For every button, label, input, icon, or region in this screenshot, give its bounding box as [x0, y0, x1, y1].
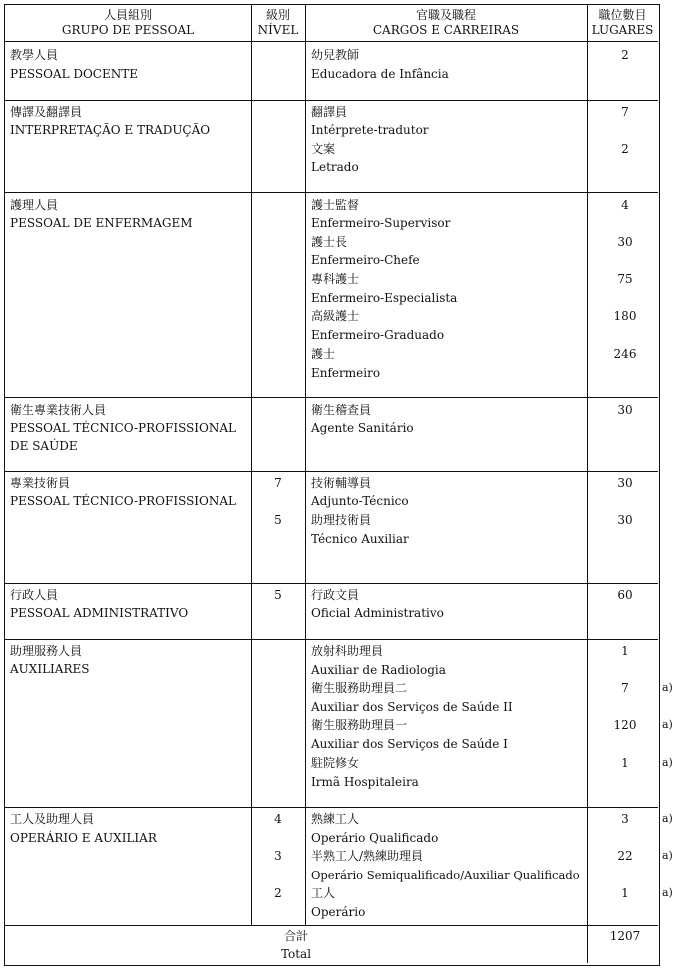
- header-places-pt: LUGARES: [591, 23, 654, 37]
- career-pt: Enfermeiro-Graduado: [311, 328, 445, 342]
- group-name-zh: 教學人員: [10, 48, 59, 62]
- career-pt: Enfermeiro-Especialista: [311, 291, 458, 305]
- group-name-zh: 專業技術員: [10, 476, 71, 490]
- career-pt: Irmã Hospitaleira: [311, 775, 419, 789]
- row-rule: [5, 639, 658, 640]
- places-value: 120: [613, 718, 637, 732]
- footnote-marker: a): [662, 718, 673, 731]
- career-pt: Adjunto-Técnico: [311, 494, 409, 508]
- group-name-pt: PESSOAL ADMINISTRATIVO: [10, 606, 189, 620]
- group-name-zh: 行政人員: [10, 588, 59, 602]
- career-zh: 衛生服務助理員一: [311, 718, 408, 732]
- total-label-zh: 合計: [283, 929, 308, 943]
- career-pt: Auxiliar dos Serviços de Saúde I: [311, 737, 508, 751]
- group-name-zh: 工人及助理人員: [10, 812, 95, 826]
- career-zh: 放射科助理員: [311, 644, 384, 658]
- career-zh: 工人: [311, 886, 336, 900]
- career-pt: Intérprete-tradutor: [311, 123, 429, 137]
- career-zh: 技術輔導員: [311, 476, 372, 490]
- row-rule: [5, 807, 658, 808]
- row-rule: [5, 192, 658, 193]
- career-pt: Letrado: [311, 160, 359, 174]
- group-name-pt: PESSOAL TÉCNICO-PROFISSIONAL: [10, 421, 237, 435]
- header-places-zh: 職位數目: [598, 8, 647, 22]
- group-name-pt: PESSOAL DE ENFERMAGEM: [10, 216, 193, 230]
- career-zh: 護士: [311, 347, 336, 361]
- group-name-zh: 助理服務人員: [10, 644, 83, 658]
- career-zh: 翻譯員: [311, 105, 348, 119]
- level-value: 7: [274, 476, 282, 490]
- career-zh: 衛生服務助理員二: [311, 681, 408, 695]
- level-value: 2: [274, 886, 282, 900]
- career-pt: Enfermeiro-Supervisor: [311, 216, 451, 230]
- career-pt: Auxiliar de Radiologia: [311, 663, 446, 677]
- career-zh: 文案: [311, 142, 336, 156]
- career-zh: 熟練工人: [311, 812, 360, 826]
- places-value: 1: [621, 886, 629, 900]
- col-rule-2: [305, 5, 306, 925]
- row-rule: [5, 100, 658, 101]
- career-zh: 護士長: [311, 235, 348, 249]
- header-rule: [5, 41, 658, 42]
- personnel-table: [4, 4, 673, 966]
- group-name-pt: OPERÁRIO E AUXILIAR: [10, 831, 157, 845]
- career-zh: 駐院修女: [311, 756, 360, 770]
- group-name-pt: PESSOAL DOCENTE: [10, 67, 139, 81]
- places-value: 180: [613, 309, 637, 323]
- career-zh: 助理技術員: [311, 513, 372, 527]
- footnote-marker: a): [662, 756, 673, 769]
- group-name-pt-line2: DE SAÚDE: [10, 439, 78, 453]
- places-value: 60: [617, 588, 633, 602]
- places-value: 22: [617, 849, 633, 863]
- career-zh: 護士監督: [311, 198, 360, 212]
- level-value: 4: [274, 812, 282, 826]
- total-label-pt: Total: [280, 947, 312, 961]
- places-value: 7: [621, 105, 629, 119]
- level-value: 5: [274, 513, 282, 527]
- career-pt: Técnico Auxiliar: [311, 532, 409, 546]
- group-name-zh: 護理人員: [10, 198, 59, 212]
- career-pt: Enfermeiro-Chefe: [311, 253, 420, 267]
- career-zh: 專科護士: [311, 272, 360, 286]
- level-value: 5: [274, 588, 282, 602]
- group-name-zh: 衛生專業技術人員: [10, 403, 107, 417]
- header-group-pt: GRUPO DE PESSOAL: [61, 23, 195, 37]
- career-pt: Oficial Administrativo: [311, 606, 444, 620]
- total-rule: [5, 925, 658, 926]
- career-pt: Agente Sanitário: [311, 421, 414, 435]
- places-value: 1: [621, 756, 629, 770]
- row-rule: [5, 397, 658, 398]
- places-value: 1: [621, 644, 629, 658]
- header-level-pt: NÍVEL: [257, 23, 299, 37]
- places-value: 246: [613, 347, 637, 361]
- career-zh: 半熟工人/熟練助理員: [311, 849, 424, 863]
- places-value: 3: [621, 812, 629, 826]
- career-pt: Educadora de Infância: [311, 67, 449, 81]
- places-value: 2: [621, 142, 629, 156]
- career-zh: 高級護士: [311, 309, 360, 323]
- footnote-marker: a): [662, 681, 673, 694]
- places-value: 4: [621, 198, 629, 212]
- col-rule-3: [587, 5, 588, 963]
- places-value: 30: [617, 403, 633, 417]
- group-name-pt: AUXILIARES: [10, 662, 90, 676]
- total-value: 1207: [609, 929, 641, 943]
- career-pt: Operário: [311, 905, 366, 919]
- row-rule: [5, 471, 658, 472]
- places-value: 7: [621, 681, 629, 695]
- group-name-pt: PESSOAL TÉCNICO-PROFISSIONAL: [10, 494, 237, 508]
- header-group-zh: 人員組別: [103, 8, 152, 22]
- career-pt: Operário Qualificado: [311, 831, 439, 845]
- career-pt: Operário Semiqualificado/Auxiliar Qualificado: [311, 868, 580, 882]
- career-pt: Enfermeiro: [311, 366, 381, 380]
- career-pt: Auxiliar dos Serviços de Saúde II: [311, 700, 513, 714]
- places-value: 30: [617, 513, 633, 527]
- row-rule: [5, 583, 658, 584]
- header-career-zh: 官職及職程: [415, 8, 476, 22]
- places-value: 75: [617, 272, 633, 286]
- header-level-zh: 級別: [265, 8, 290, 22]
- career-zh: 行政文員: [311, 588, 360, 602]
- footnote-marker: a): [662, 886, 673, 899]
- col-rule-1: [251, 5, 252, 925]
- places-value: 30: [617, 235, 633, 249]
- group-name-pt: INTERPRETAÇÃO E TRADUÇÃO: [10, 123, 211, 137]
- group-name-zh: 傳譯及翻譯員: [10, 105, 83, 119]
- level-value: 3: [274, 849, 282, 863]
- header-career-pt: CARGOS E CARREIRAS: [372, 23, 520, 37]
- career-zh: 衛生稽查員: [311, 403, 372, 417]
- career-zh: 幼兒教師: [311, 48, 360, 62]
- footnote-marker: a): [662, 849, 673, 862]
- places-value: 30: [617, 476, 633, 490]
- places-value: 2: [621, 48, 629, 62]
- footnote-marker: a): [662, 812, 673, 825]
